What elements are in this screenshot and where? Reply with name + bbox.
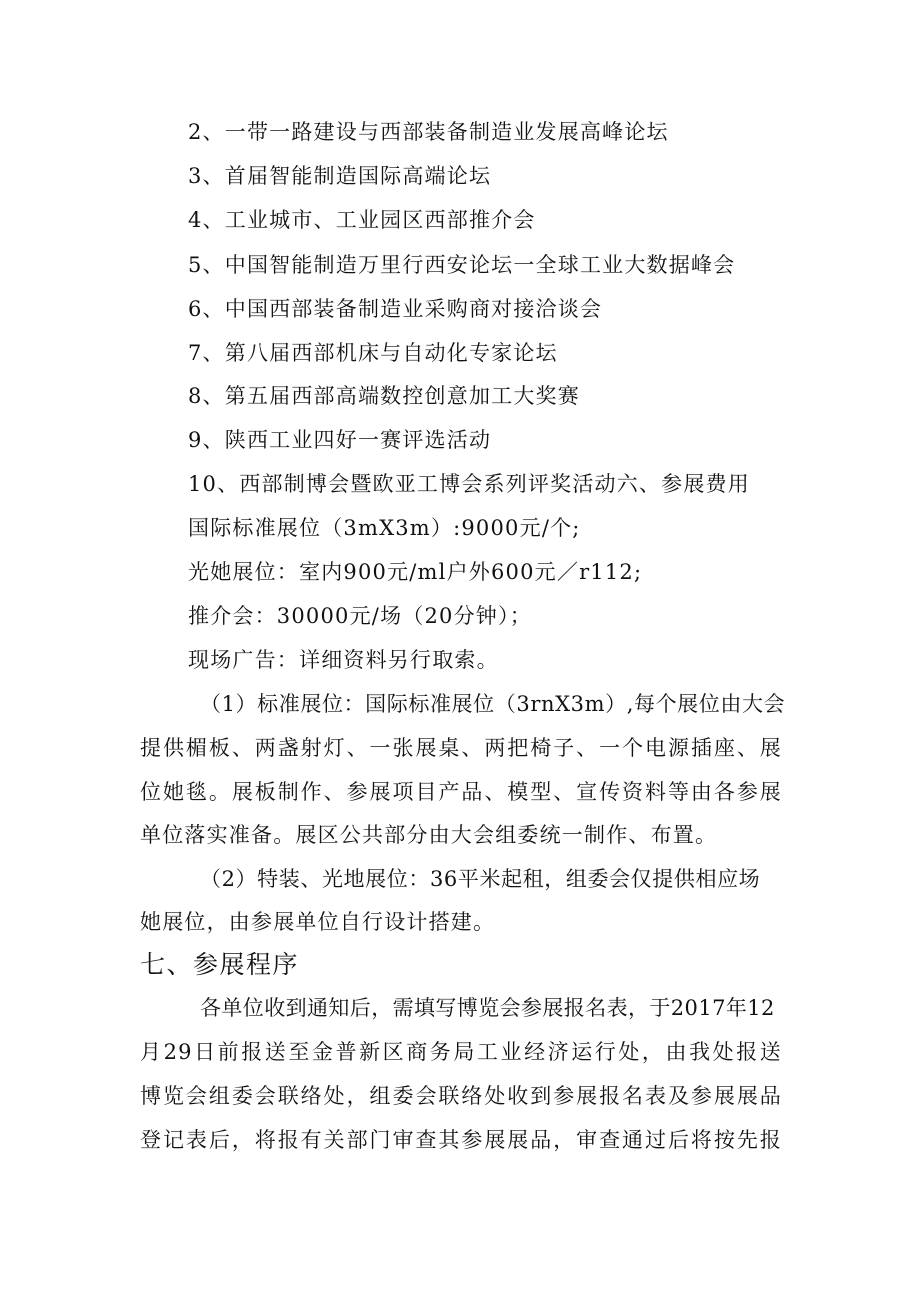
activity-item: 9、陕西工业四好一赛评选活动 — [188, 428, 492, 452]
standard-booth-paragraph-line: 单位落实准备。展区公共部分由大会组委统一制作、布置。 — [140, 823, 718, 847]
standard-booth-paragraph-line: 位她毯。展板制作、参展项目产品、模型、宣传资料等由各参展 — [140, 780, 782, 804]
fee-onsite-ads: 现场广告：详细资料另行取索。 — [188, 648, 499, 672]
activity-item: 2、一带一路建设与西部装备制造业发展高峰论坛 — [188, 120, 669, 144]
section7-paragraph-line: 博览会组委会联络处，组委会联络处收到参展报名表及参展展品 — [140, 1084, 782, 1108]
fee-standard-booth: 国际标准展位（3mX3m）:9000元/个; — [188, 516, 581, 540]
fee-open-space: 光她展位：室内900元/ml户外600元／r112; — [188, 560, 643, 584]
activity-item: 6、中国西部装备制造业采购商对接洽谈会 — [188, 297, 603, 321]
activity-item-with-section-heading: 10、西部制博会暨欧亚工博会系列评奖活动六、参展费用 — [188, 472, 750, 496]
special-booth-paragraph-line: （2）特装、光地展位：36平米起租，组委会仅提供相应场 — [200, 867, 761, 891]
activity-item: 8、第五届西部高端数控创意加工大奖赛 — [188, 384, 580, 408]
section-heading: 七、参展程序 — [140, 950, 300, 979]
activity-item: 3、首届智能制造国际高端论坛 — [188, 164, 492, 188]
standard-booth-paragraph-line: （1）标准展位：国际标准展位（3rnX3m）,每个展位由大会 — [200, 692, 786, 716]
activity-item: 5、中国智能制造万里行西安论坛一全球工业大数据峰会 — [188, 253, 736, 277]
special-booth-paragraph-line: 她展位，由参展单位自行设计搭建。 — [140, 910, 496, 934]
activity-item: 7、第八届西部机床与自动化专家论坛 — [188, 341, 558, 365]
section7-paragraph-line: 各单位收到通知后，需填写博览会参展报名表，于2017年12 — [200, 996, 775, 1020]
activity-item: 4、工业城市、工业园区西部推介会 — [188, 208, 536, 232]
fee-presentation: 推介会：30000元/场（20分钟）； — [188, 604, 532, 628]
section7-paragraph-line: 月29日前报送至金普新区商务局工业经济运行处，由我处报送 — [140, 1040, 782, 1064]
standard-booth-paragraph-line: 提供楣板、两盏射灯、一张展桌、两把椅子、一个电源插座、展 — [140, 736, 782, 760]
section7-paragraph-line: 登记表后，将报有关部门审查其参展展品，审查通过后将按先报 — [140, 1128, 782, 1152]
